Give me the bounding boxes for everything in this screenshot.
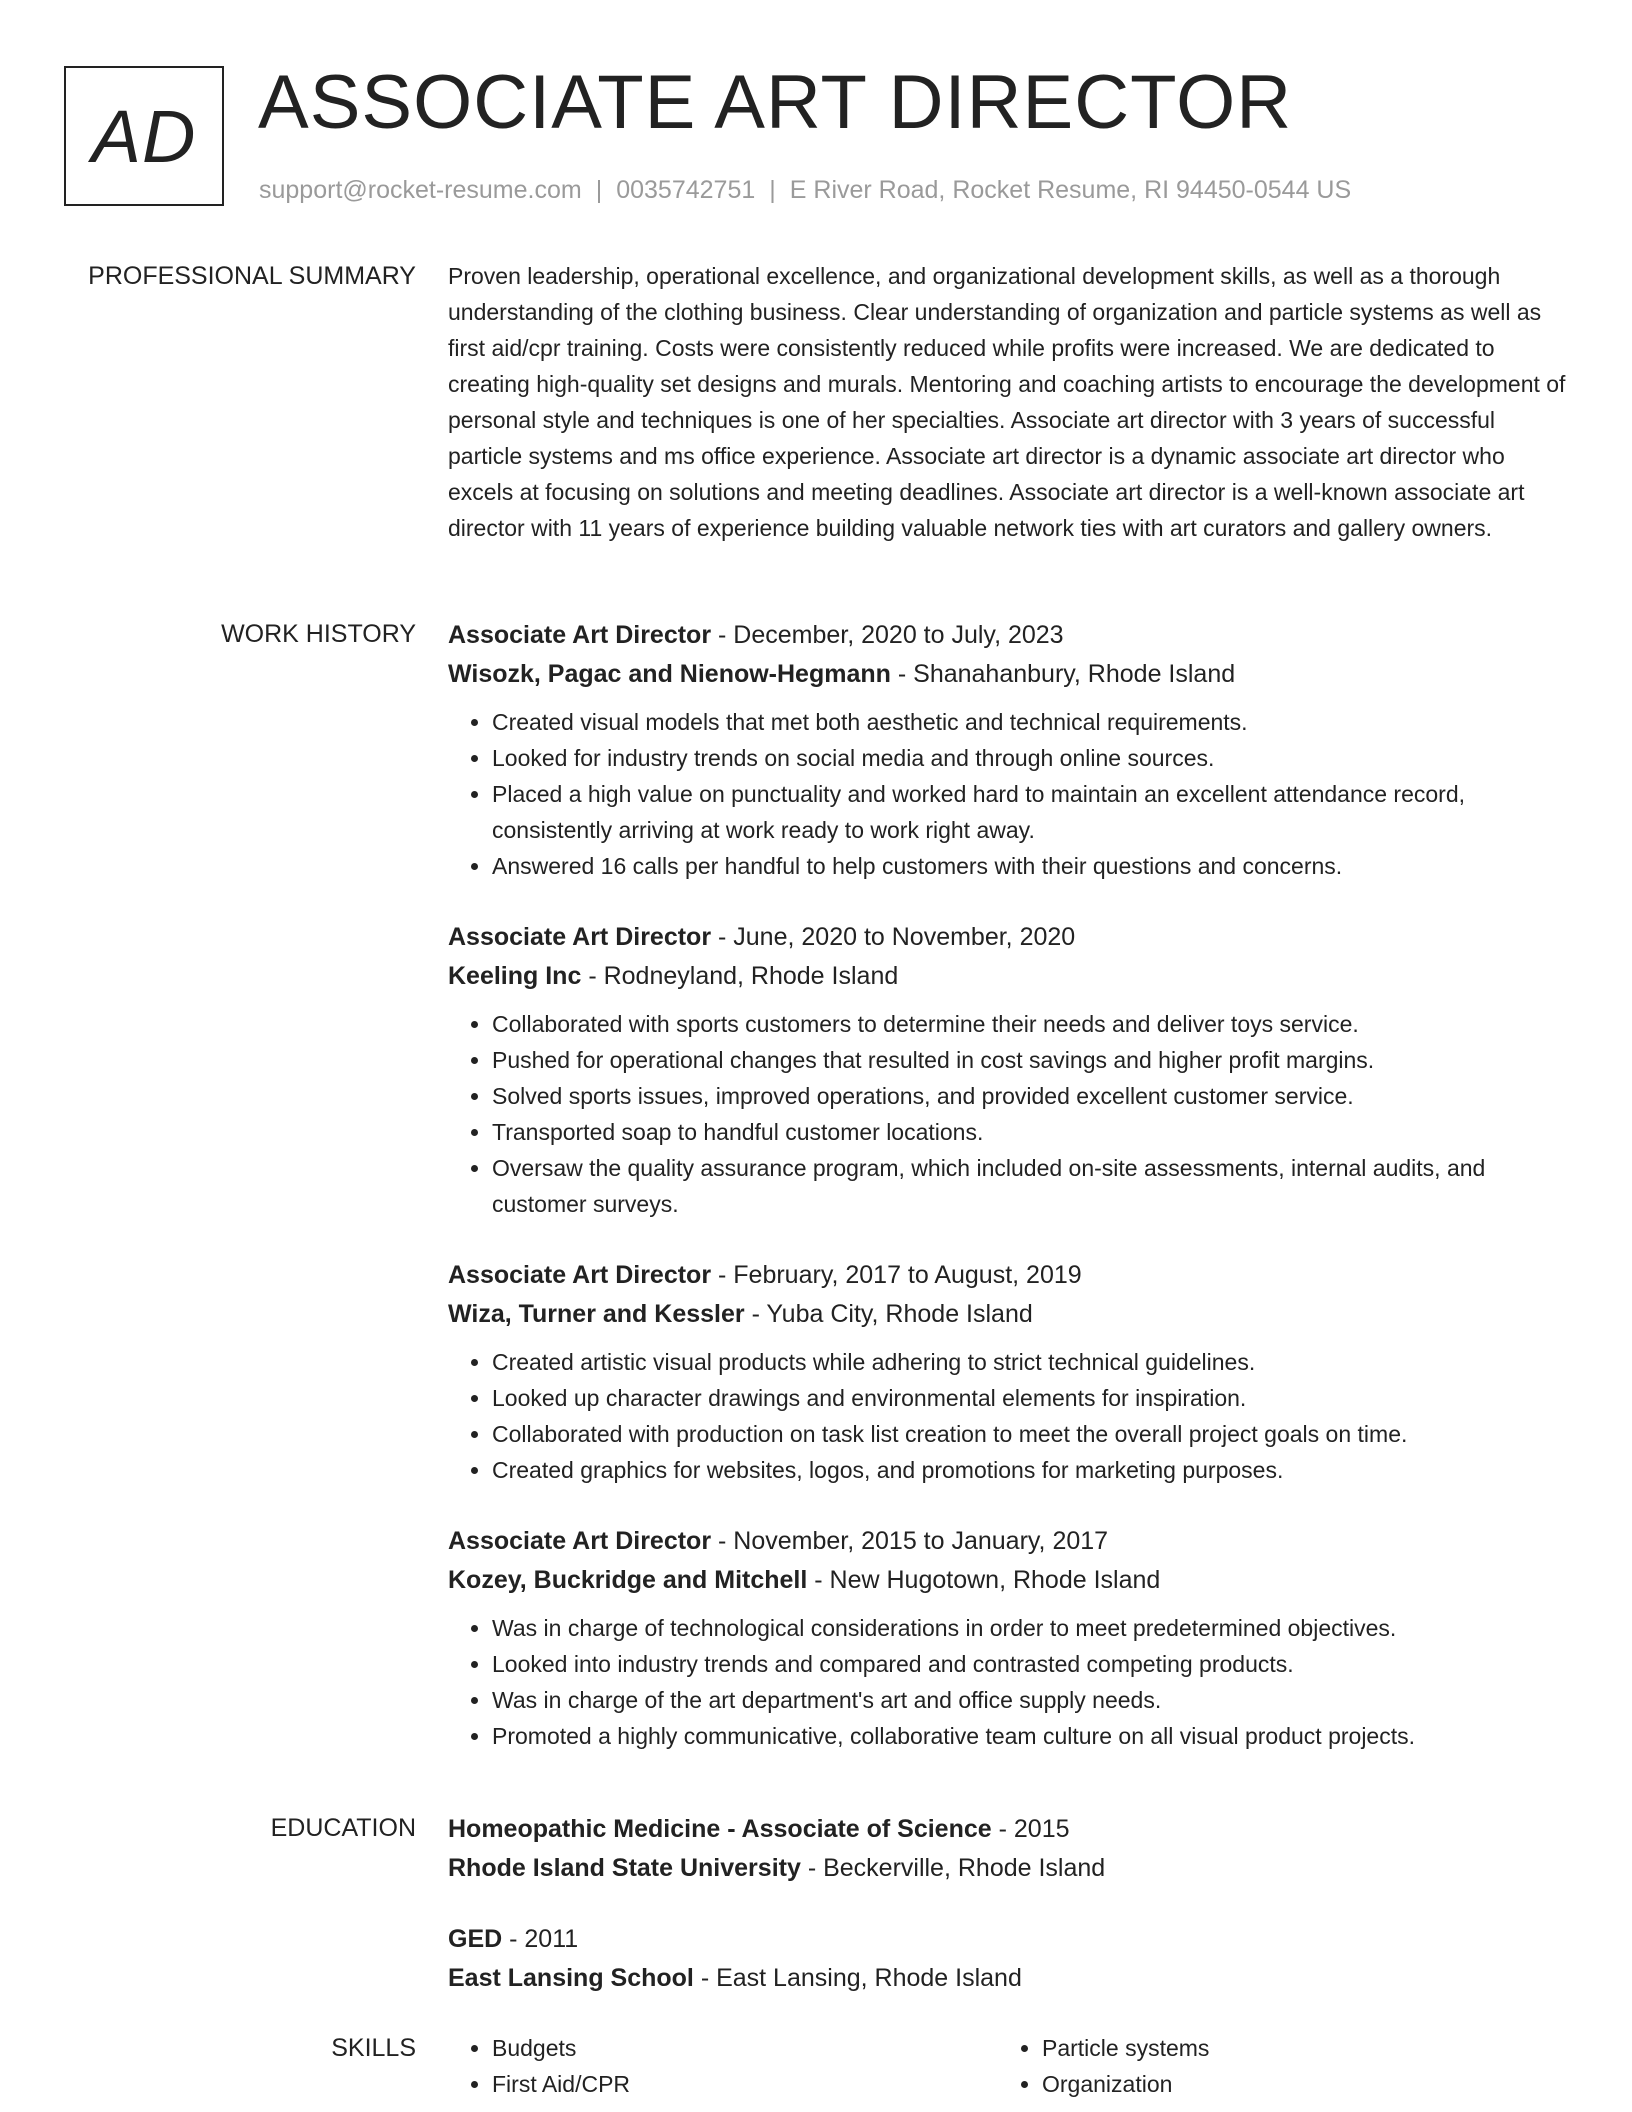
- contact-separator: |: [595, 176, 603, 204]
- job-bullet: • Was in charge of technological considerations in order to meet predetermined objectives.: [492, 1610, 1568, 1646]
- job-location: - Rodneyland, Rhode Island: [581, 962, 899, 990]
- education-school-line: [448, 1849, 1568, 1888]
- job-bullet: • Was in charge of the art department's art and office supply needs.: [492, 1682, 1568, 1718]
- job-title: Associate Art Director: [448, 923, 712, 951]
- job-dates: - November, 2015 to January, 2017: [711, 1527, 1109, 1555]
- summary-text: Proven leadership, operational excellence, and organizational development skills, as well as a thorough understanding of the clothing business. Clear understanding of organization and particle systems as well as first aid/cpr training. Costs were consistently reduced while profits were increased. We are dedicated to creating high-quality set designs and murals. Mentoring and coaching artists to encourage the development of personal style and techniques is one of her specialties. Associate art director with 3 years of successful particle systems and ms office experience. Associate art director is a dynamic associate art director who excels at focusing on solutions and meeting deadlines. Associate art director is a well-known associate art director with 11 years of experience building valuable network ties with art curators and gallery owners.: [448, 263, 1566, 541]
- job-location: - Yuba City, Rhode Island: [744, 1300, 1033, 1328]
- job-title: Associate Art Director: [448, 1527, 712, 1555]
- resume-name: ASSOCIATE ART DIRECTOR: [258, 60, 1293, 145]
- education-degree: GED: [448, 1925, 503, 1953]
- job-title-line: [448, 1522, 1568, 1561]
- job-bullets: [448, 704, 1568, 884]
- education-school: East Lansing School: [448, 1964, 694, 1992]
- job-bullet: • Created graphics for websites, logos, and promotions for marketing purposes.: [492, 1452, 1568, 1488]
- work-history-content: [448, 616, 1568, 1788]
- education-entry: [448, 1920, 1568, 1998]
- education-degree-line: [448, 1810, 1568, 1849]
- job-bullet: • Oversaw the quality assurance program, which included on-site assessments, internal audits, and customer surveys.: [492, 1150, 1568, 1222]
- job-title-line: [448, 616, 1568, 655]
- education-content: [448, 1810, 1568, 2030]
- skill-item: • Organization: [1042, 2066, 1548, 2102]
- education-school: Rhode Island State University: [448, 1854, 801, 1882]
- job-company-line: [448, 1561, 1568, 1600]
- job-company: Kozey, Buckridge and Mitchell: [448, 1566, 808, 1594]
- education-degree: Homeopathic Medicine - Associate of Science: [448, 1815, 992, 1843]
- section-label-summary: PROFESSIONAL SUMMARY: [88, 262, 416, 290]
- job-bullet: • Placed a high value on punctuality and worked hard to maintain an excellent attendance record, consistently arriving at work ready to work right away.: [492, 776, 1568, 848]
- job-entry: [448, 1256, 1568, 1488]
- job-bullet: • Looked up character drawings and environmental elements for inspiration.: [492, 1380, 1568, 1416]
- skills-grid: [448, 2030, 1568, 2102]
- education-location: - Beckerville, Rhode Island: [800, 1854, 1106, 1882]
- education-location: - East Lansing, Rhode Island: [693, 1964, 1022, 1992]
- education-degree-line: [448, 1920, 1568, 1959]
- job-bullet: • Solved sports issues, improved operations, and provided excellent customer service.: [492, 1078, 1568, 1114]
- job-bullet: • Transported soap to handful customer locations.: [492, 1114, 1568, 1150]
- contact-separator: |: [769, 176, 776, 204]
- education-year: - 2011: [502, 1925, 579, 1953]
- job-company: Wisozk, Pagac and Nienow-Hegmann: [448, 660, 891, 688]
- skills-column-left: [448, 2030, 998, 2102]
- job-bullet: • Collaborated with sports customers to determine their needs and deliver toys service.: [492, 1006, 1568, 1042]
- job-entry: [448, 918, 1568, 1222]
- contact-phone[interactable]: 0035742751: [616, 176, 756, 204]
- job-entry: [448, 1522, 1568, 1754]
- job-dates: - June, 2020 to November, 2020: [711, 923, 1076, 951]
- section-label-education: EDUCATION: [270, 1814, 416, 1842]
- skills-content: [448, 2030, 1568, 2102]
- contact-line: [259, 174, 1351, 206]
- job-company: Wiza, Turner and Kessler: [448, 1300, 745, 1328]
- job-bullets: [448, 1006, 1568, 1222]
- summary-content: [448, 258, 1568, 546]
- job-dates: - December, 2020 to July, 2023: [711, 621, 1064, 649]
- job-dates: - February, 2017 to August, 2019: [711, 1261, 1082, 1289]
- job-bullets: [448, 1610, 1568, 1754]
- section-label-work-history: WORK HISTORY: [221, 620, 416, 648]
- job-title-line: [448, 918, 1568, 957]
- section-label-skills: SKILLS: [331, 2034, 416, 2062]
- job-title: Associate Art Director: [448, 621, 712, 649]
- skill-item: • First Aid/CPR: [492, 2066, 998, 2102]
- skill-item: • Budgets: [492, 2030, 998, 2066]
- job-bullets: [448, 1344, 1568, 1488]
- job-bullet: • Created artistic visual products while adhering to strict technical guidelines.: [492, 1344, 1568, 1380]
- job-bullet: • Created visual models that met both aesthetic and technical requirements.: [492, 704, 1568, 740]
- skills-column-right: [998, 2030, 1548, 2102]
- job-bullet: • Answered 16 calls per handful to help customers with their questions and concerns.: [492, 848, 1568, 884]
- job-location: - New Hugotown, Rhode Island: [807, 1566, 1161, 1594]
- skill-item: • Particle systems: [1042, 2030, 1548, 2066]
- job-bullet: • Collaborated with production on task list creation to meet the overall project goals on time.: [492, 1416, 1568, 1452]
- job-bullet: • Pushed for operational changes that resulted in cost savings and higher profit margins.: [492, 1042, 1568, 1078]
- education-year: - 2015: [991, 1815, 1070, 1843]
- monogram-logo: AD: [64, 66, 224, 206]
- contact-address: E River Road, Rocket Resume, RI 94450-0544 US: [789, 176, 1352, 204]
- job-bullet: • Looked into industry trends and compared and contrasted competing products.: [492, 1646, 1568, 1682]
- job-company-line: [448, 957, 1568, 996]
- education-entry: [448, 1810, 1568, 1888]
- job-location: - Shanahanbury, Rhode Island: [890, 660, 1236, 688]
- job-entry: [448, 616, 1568, 884]
- contact-email[interactable]: support@rocket-resume.com: [259, 176, 582, 204]
- job-company-line: [448, 655, 1568, 694]
- job-company-line: [448, 1295, 1568, 1334]
- job-bullet: • Looked for industry trends on social media and through online sources.: [492, 740, 1568, 776]
- job-title: Associate Art Director: [448, 1261, 712, 1289]
- job-company: Keeling Inc: [448, 962, 582, 990]
- job-title-line: [448, 1256, 1568, 1295]
- education-school-line: [448, 1959, 1568, 1998]
- job-bullet: • Promoted a highly communicative, collaborative team culture on all visual product projects.: [492, 1718, 1568, 1754]
